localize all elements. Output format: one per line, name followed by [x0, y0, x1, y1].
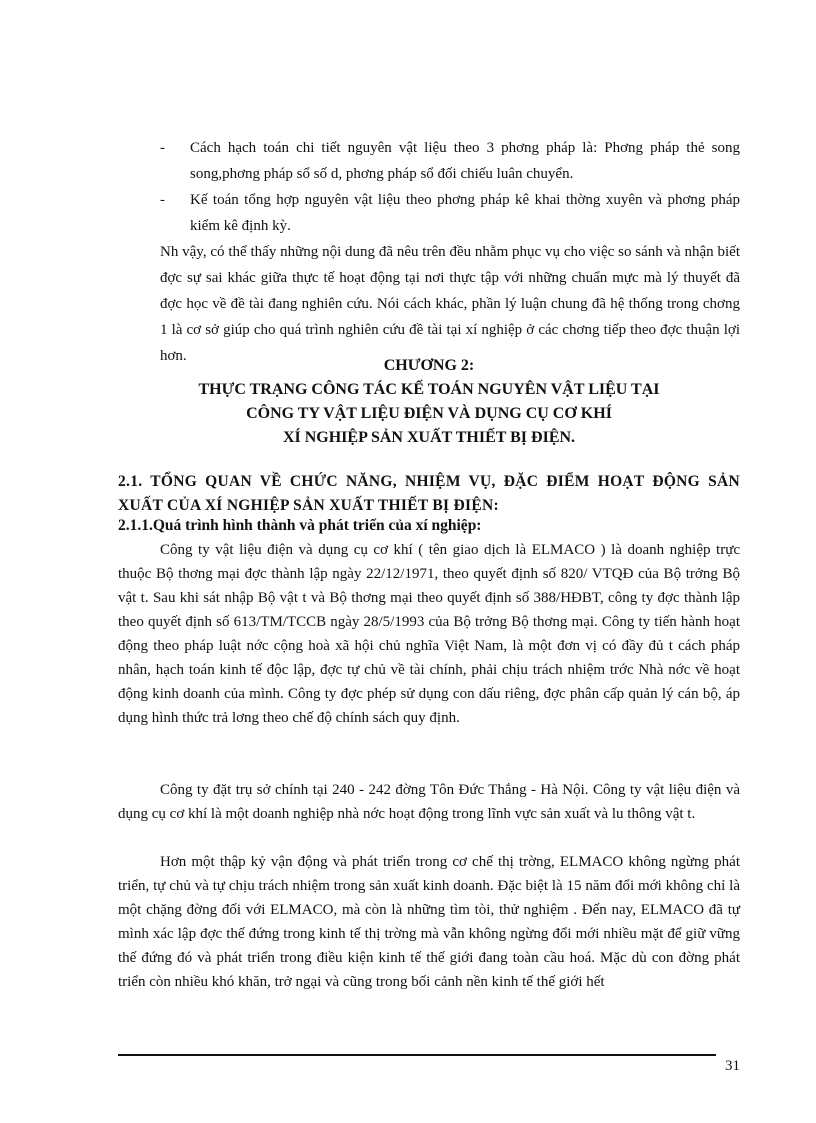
- bullet-item: [160, 187, 740, 239]
- chapter-title-line-3: XÍ NGHIỆP SẢN XUẤT THIẾT BỊ ĐIỆN.: [282, 429, 576, 446]
- body-paragraph: Công ty đặt trụ sở chính tại 240 - 242 đờng Tôn Đức Thắng - Hà Nội. Công ty vật liệu điện và dụng cụ cơ khí là một doanh nghiệp nhà nớc hoạt động trong lĩnh vực sản xuất và lu thông vật t.: [118, 782, 740, 822]
- body-paragraph: Công ty vật liệu điện và dụng cụ cơ khí ( tên giao dịch là ELMACO ) là doanh nghiệp trực thuộc Bộ thơng mại đợc thành lập ngày 22/12/1971, theo quyết định số 820/ VTQĐ của Bộ trởng Bộ vật t. Sau khi sát nhập Bộ vật t và Bộ thơng mại theo quyết định số 388/HĐBT, công ty đợc thành lập theo quyết định số 613/TM/TCCB ngày 28/5/1993 của Bộ trởng Bộ thơng mại. Công ty tiến hành hoạt động theo pháp luật nớc cộng hoà xã hội chủ nghĩa Việt Nam, là một đơn vị có đầy đủ t cách pháp nhân, hạch toán kinh tế độc lập, đợc tự chủ về tài chính, phải chịu trách nhiệm trớc Nhà nớc về hoạt động kinh doanh của mình. Công ty đợc phép sử dụng con dấu riêng, đợc phân cấp quản lý cán bộ, áp dụng hình thức trả lơng theo chế độ chính sách quy định.: [118, 542, 740, 726]
- section-heading: 2.1. TỔNG QUAN VỀ CHỨC NĂNG, NHIỆM VỤ, ĐẶC ĐIỂM HOẠT ĐỘNG SẢN XUẤT CỦA XÍ NGHIỆP SẢN XUẤT THIẾT BỊ ĐIỆN:: [118, 473, 740, 514]
- bullet-text: Cách hạch toán chi tiết nguyên vật liệu theo 3 phơng pháp là: Phơng pháp thẻ song song,phơng pháp sổ số d, phơng pháp sổ đối chiếu luân chuyển.: [190, 140, 740, 182]
- chapter-number: CHƯƠNG 2:: [383, 357, 475, 374]
- body-paragraph: Hơn một thập kỷ vận động và phát triển trong cơ chế thị trờng, ELMACO không ngừng phát triển, tự chủ và tự chịu trách nhiệm trong sản xuất kinh doanh. Đặc biệt là 15 năm đổi mới không chỉ là một chặng đờng đối với ELMACO, mà còn là những tìm tòi, thử nghiệm . Đến nay, ELMACO đã tự mình xác lập đợc thế đứng trong kinh tế thị trờng mà vẫn không ngừng đổi mới nhiều mặt để giữ vững thế đứng đó và phát triển trong điều kiện kinh tế thế giới đang toàn cầu hoá. Mặc dù con đờng phát triển còn nhiều khó khăn, trở ngại và cũng trong bối cảnh nền kinh tế thế giới hết: [118, 854, 740, 990]
- dash-marker: -: [160, 140, 165, 156]
- bullet-text: Kế toán tổng hợp nguyên vật liệu theo phơng pháp kê khai thờng xuyên và phơng pháp kiểm kê định kỳ.: [190, 192, 740, 234]
- page-number: 31: [725, 1058, 740, 1074]
- subsection-heading: 2.1.1.Quá trình hình thành và phát triển của xí nghiệp:: [118, 517, 482, 534]
- chapter-title-line-1: THỰC TRẠNG CÔNG TÁC KẾ TOÁN NGUYÊN VẬT LIỆU TẠI: [198, 381, 660, 398]
- bullet-list: [160, 135, 740, 239]
- intro-paragraph: Nh vậy, có thể thấy những nội dung đã nêu trên đều nhằm phục vụ cho việc so sánh và nhận biết đợc sự sai khác giữa thực tế hoạt động tại nơi thực tập với những chuẩn mực mà lý thuyết đã đợc học về đề tài đang nghiên cứu. Nói cách khác, phần lý luận chung đã hệ thống trong chơng 1 là cơ sở giúp cho quá trình nghiên cứu đề tài tại xí nghiệp ở các chơng tiếp theo đợc thuận lợi hơn.: [160, 244, 740, 364]
- chapter-title-line-2: CÔNG TY VẬT LIỆU ĐIỆN VÀ DỤNG CỤ CƠ KHÍ: [246, 405, 612, 422]
- dash-marker: -: [160, 192, 165, 208]
- bullet-item: [160, 135, 740, 187]
- footer-rule: [118, 1054, 716, 1056]
